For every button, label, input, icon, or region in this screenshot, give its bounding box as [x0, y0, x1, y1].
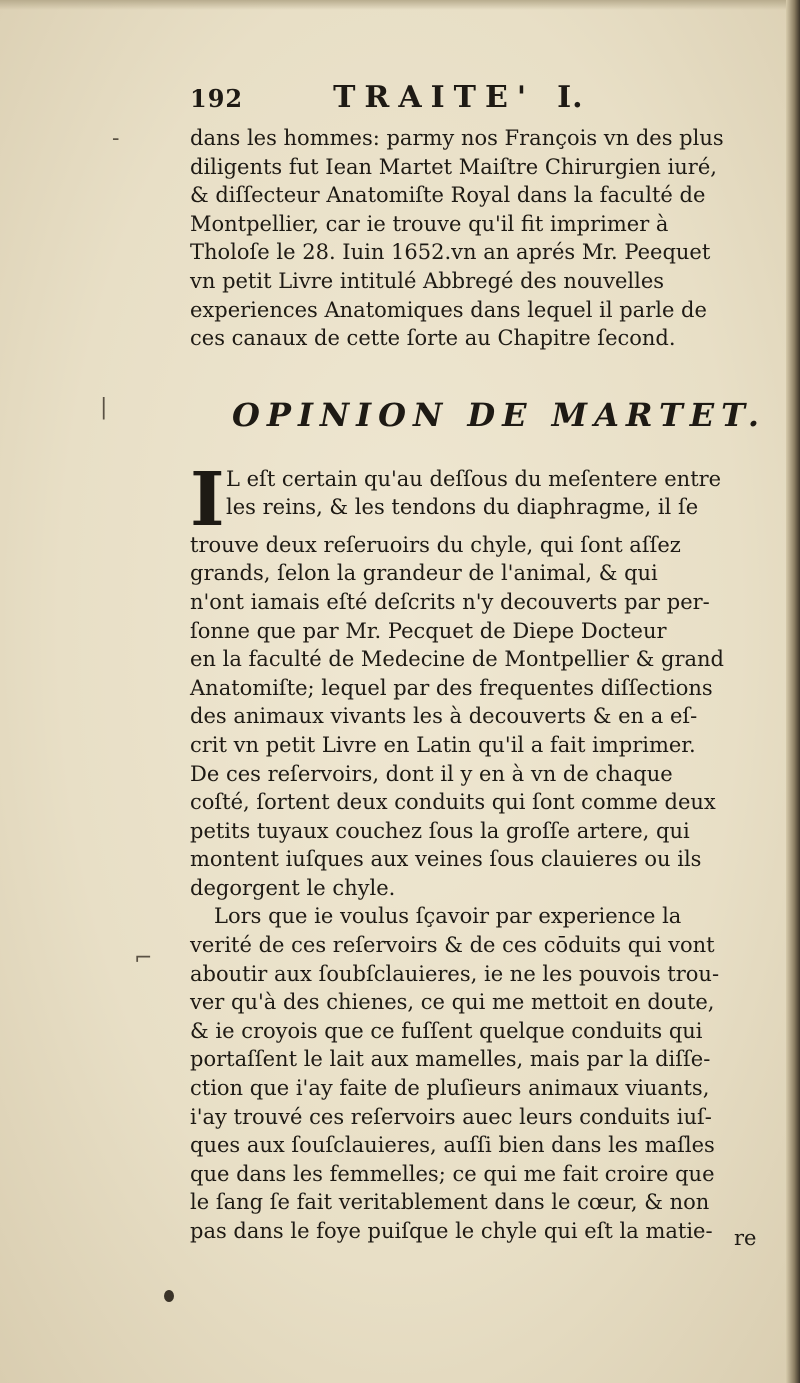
opinion-opening: [190, 456, 770, 543]
text-line: Lors que ie voulus ſçavoir par experience la: [214, 904, 682, 929]
text-line: experiences Anatomiques dans lequel il parle de: [190, 297, 707, 322]
text-line: ces canaux de cette ſorte au Chapitre ſecond.: [190, 326, 676, 351]
text-line: montent iuſques aux veines ſous clauieres ou ils: [190, 847, 702, 872]
running-head: [190, 80, 770, 124]
running-title-number: I.: [557, 80, 584, 115]
text-line: grands, ſelon la grandeur de l'animal, & qui: [190, 561, 658, 586]
text-line: diligents fut Iean Martet Maiſtre Chirurgien iuré,: [190, 154, 717, 179]
catchword: re: [734, 1226, 757, 1250]
opinion-paragraph: [190, 456, 770, 903]
section-title: OPINION DE MARTET.: [232, 395, 766, 434]
text-line: dans les hommes: parmy nos François vn des plus: [190, 126, 724, 150]
text-line: en la faculté de Medecine de Montpellier & grand: [190, 647, 724, 672]
text-line: les reins, & les tendons du diaphragme, il ſe: [226, 495, 699, 520]
text-line: n'ont iamais eſté deſcrits n'y decouverts par per-: [190, 589, 710, 614]
text-line: ſonne que par Mr. Pecquet de Diepe Docteur: [190, 618, 667, 643]
text-line: crit vn petit Livre en Latin qu'il a fait imprimer.: [190, 732, 696, 757]
text-line: petits tuyaux couchez ſous la groſſe artere, qui: [190, 818, 690, 843]
text-line: des animaux vivants les à decouverts & en a eſ-: [190, 704, 698, 729]
text-line: le ſang ſe fait veritablement dans le cœur, & non: [190, 1190, 710, 1215]
page-binding-edge: [786, 0, 800, 1383]
running-title: TRAITE': [333, 80, 536, 115]
drop-cap: I: [190, 456, 225, 543]
text-line: degorgent le chyle.: [190, 875, 396, 900]
text-line: vn petit Livre intitulé Abbregé des nouvelles: [190, 268, 665, 293]
margin-mark: ‐: [112, 126, 120, 151]
text-line: verité de ces reſervoirs & de ces cōduits qui vont: [190, 933, 715, 958]
paragraph-3: [190, 902, 770, 1245]
text-line: i'ay trouvé ces reſervoirs auec leurs conduits iuſ-: [190, 1104, 712, 1129]
text-line: & ie croyois que ce fuſſent quelque conduits qui: [190, 1018, 703, 1043]
text-line: Anatomiſte; lequel par des frequentes diſſections: [190, 675, 713, 700]
text-line: trouve deux reſeruoirs du chyle, qui ſont aſſez: [190, 532, 681, 557]
text-line: & diſſecteur Anatomiſte Royal dans la faculté de: [190, 183, 706, 208]
text-line: Tholoſe le 28. Iuin 1652.vn an aprés Mr. Peequet: [190, 240, 711, 265]
text-block: [190, 80, 770, 1246]
opinion-first-lines: [226, 465, 770, 531]
text-line: pas dans le foye puiſque le chyle qui eſt la matie-: [190, 1219, 713, 1243]
page-top-edge: [0, 0, 800, 10]
text-line: coſté, ſortent deux conduits qui ſont comme deux: [190, 790, 716, 815]
text-line: L eſt certain qu'au deſſous du meſentere entre: [226, 466, 722, 491]
text-line: De ces reſervoirs, dont il y en à vn de chaque: [190, 761, 673, 786]
ink-blot: [164, 1290, 174, 1302]
margin-mark: |: [100, 395, 108, 420]
text-line: que dans les femmelles; ce qui me fait croire que: [190, 1161, 715, 1186]
page-number: 192: [190, 84, 244, 113]
text-line: ction que i'ay faite de pluſieurs animaux viuants,: [190, 1076, 710, 1101]
text-line: Montpellier, car ie trouve qu'il fit imprimer à: [190, 211, 669, 236]
text-line: ques aux ſouſclauieres, auſſi bien dans les maſles: [190, 1133, 715, 1158]
text-line: aboutir aux ſoubſclauieres, ie ne les pouvois trou-: [190, 961, 720, 986]
text-line: portaſſent le lait aux mamelles, mais par la diſſe-: [190, 1047, 711, 1072]
margin-mark: ⌐: [134, 946, 153, 971]
text-line: ver qu'à des chienes, ce qui me mettoit en doute,: [190, 990, 715, 1015]
paragraph-1: [190, 124, 770, 353]
